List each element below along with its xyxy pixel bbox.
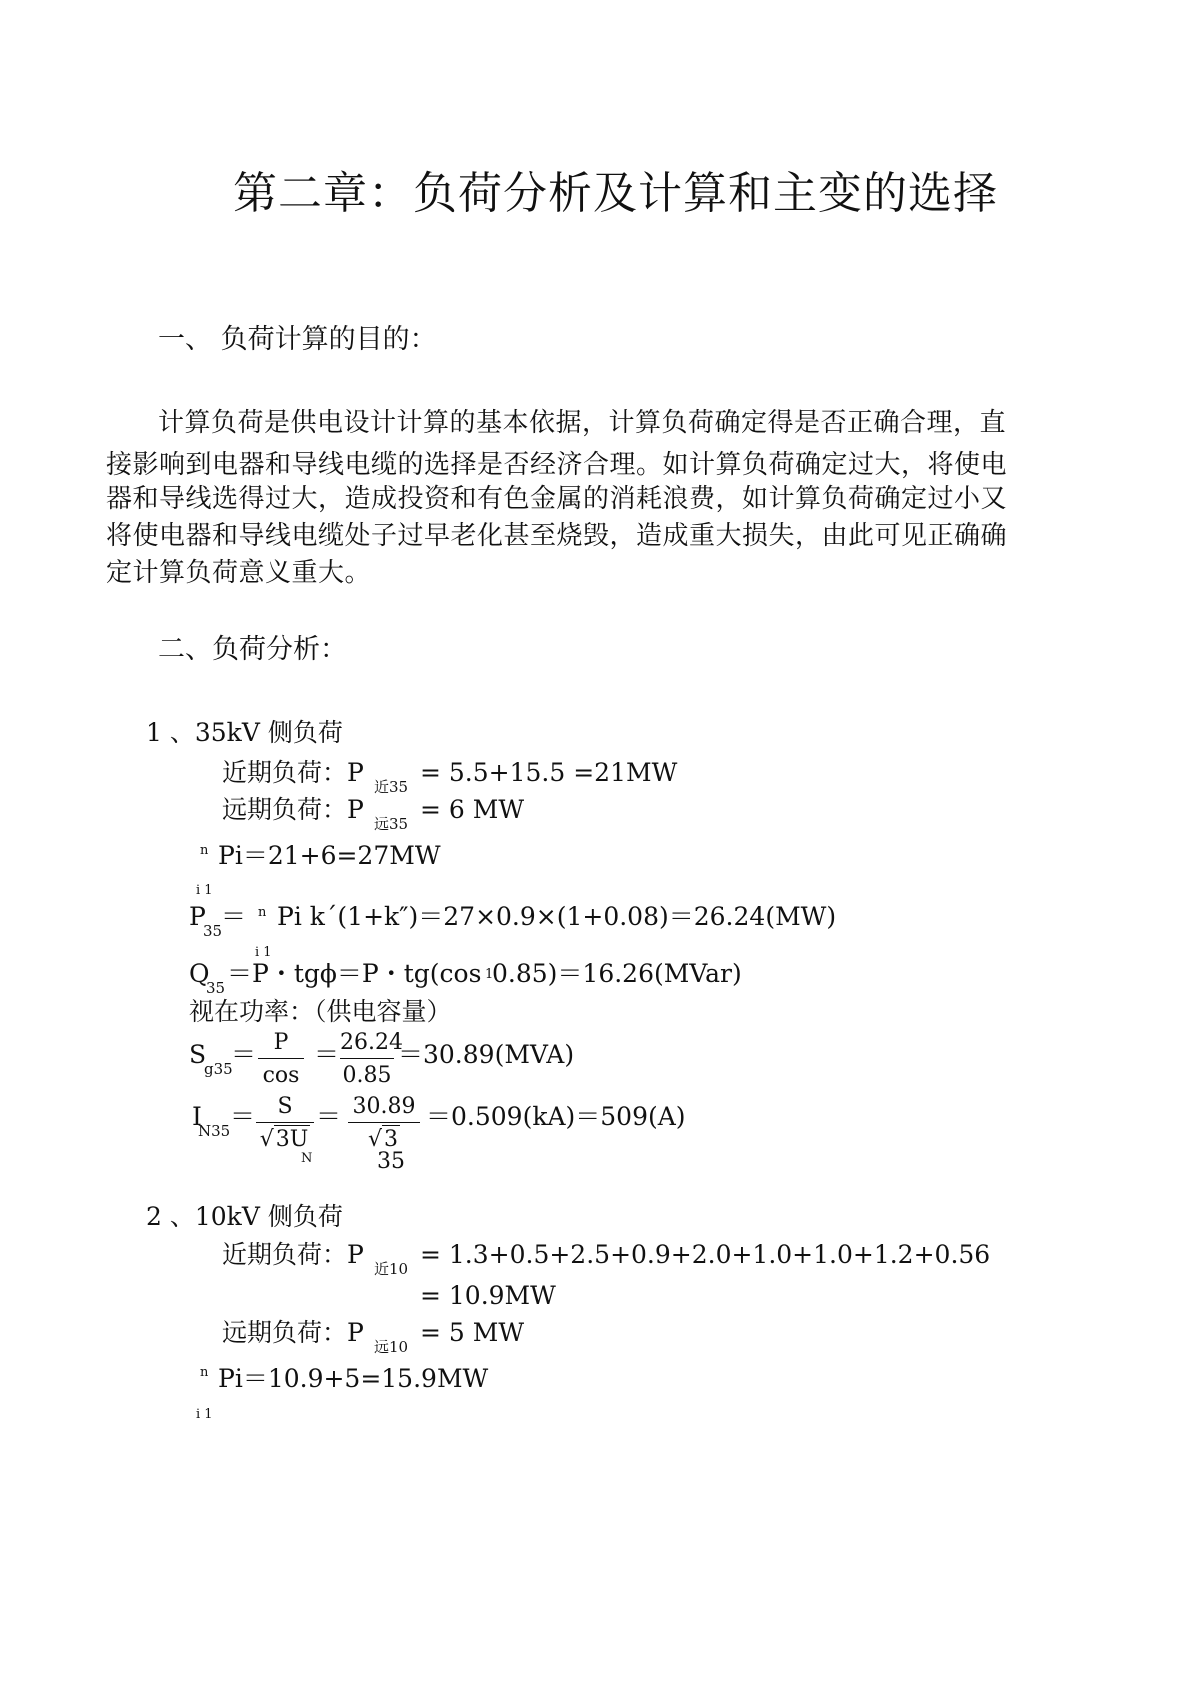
paragraph-line: 接影响到电器和导线电缆的选择是否经济合理。如计算负荷确定过大，将使电 <box>106 450 1008 480</box>
far-load-35-value: = 6 MW <box>420 795 525 824</box>
p35-expression: Pi k´(1+k″)＝27×0.9×(1+0.08)＝26.24(MW) <box>277 902 837 931</box>
paragraph-line: 定计算负荷意义重大。 <box>106 558 372 588</box>
sum-10-expression: Pi＝10.9+5=15.9MW <box>218 1364 489 1393</box>
sum-10-lower-limit: i 1 <box>196 1407 213 1422</box>
far-load-10-prefix: 远期负荷：P <box>222 1318 364 1347</box>
sg35-equals-2: ＝ <box>314 1040 340 1069</box>
sg35-subscript: g35 <box>204 1060 233 1078</box>
near-load-10-subscript: 近10 <box>374 1260 409 1278</box>
denominator-tail: 35 <box>377 1149 405 1174</box>
fraction-numerator: P <box>273 1030 289 1055</box>
apparent-power-label: 视在功率：（供电容量） <box>189 997 452 1026</box>
item-10kv-label: 2 、10kV 侧负荷 <box>146 1202 343 1231</box>
near-load-35-prefix: 近期负荷：P <box>222 758 364 787</box>
far-load-35-subscript: 远35 <box>374 815 409 833</box>
sqrt-icon: √ <box>367 1127 383 1152</box>
near-load-35-subscript: 近35 <box>374 778 409 796</box>
chapter-title: 第二章：负荷分析及计算和主变的选择 <box>233 168 998 219</box>
sum-10-upper-limit: n <box>200 1365 209 1380</box>
near-load-35-value: = 5.5+15.5 =21MW <box>420 758 678 787</box>
fraction-denominator: 0.85 <box>342 1063 392 1088</box>
in35-subscript: N35 <box>198 1122 231 1140</box>
q35-subscript: 35 <box>206 979 226 997</box>
in35-equals-2: ＝ <box>316 1102 342 1131</box>
sum-lower-limit: i 1 <box>196 883 213 898</box>
p35-equals: ＝ <box>221 902 247 931</box>
fraction-numerator: 30.89 <box>352 1094 416 1119</box>
item-35kv-label: 1 、35kV 侧负荷 <box>146 718 343 747</box>
section-heading-analysis: 二、负荷分析： <box>158 634 347 665</box>
fraction-numerator: S <box>277 1094 293 1119</box>
in35-un-subscript: N <box>301 1151 313 1166</box>
sum-35-expression: Pi＝21+6=27MW <box>218 841 441 870</box>
q35-expression-part2: 0.85)＝16.26(MVar) <box>492 959 742 988</box>
q35-symbol: Q <box>189 959 210 988</box>
fraction-denominator <box>348 1129 420 1173</box>
sg35-fraction-symbolic <box>258 1032 304 1087</box>
sum-upper-limit: n <box>200 843 209 858</box>
fraction-denominator: cos <box>262 1063 300 1088</box>
q35-expression-part1: ＝P・tgϕ＝P・tg(cos <box>227 959 482 988</box>
p35-sum-upper-limit: n <box>258 905 267 920</box>
in35-equals-1: ＝ <box>230 1102 256 1131</box>
fraction-bar <box>340 1058 394 1059</box>
radicand: 3U <box>275 1127 309 1152</box>
near-load-10-total: = 10.9MW <box>420 1281 556 1310</box>
radicand: 3 <box>384 1127 399 1152</box>
fraction-bar <box>258 1058 304 1059</box>
in35-fraction-numeric <box>348 1096 420 1173</box>
paragraph-line: 将使电器和导线电缆处子过早老化甚至烧毁，造成重大损失，由此可见正确确 <box>106 521 1008 551</box>
sg35-result: ＝30.89(MVA) <box>398 1040 575 1069</box>
in35-symbol: I <box>192 1102 202 1131</box>
far-load-10-value: = 5 MW <box>420 1318 525 1347</box>
fraction-denominator <box>256 1129 314 1151</box>
in35-result: ＝0.509(kA)＝509(A) <box>426 1102 686 1131</box>
fraction-bar <box>256 1122 314 1123</box>
far-load-35-prefix: 远期负荷：P <box>222 795 364 824</box>
paragraph-line: 计算负荷是供电设计计算的基本依据，计算负荷确定得是否正确合理，直 <box>158 408 1007 438</box>
p35-subscript: 35 <box>203 922 223 940</box>
p35-symbol: P <box>189 902 206 931</box>
paragraph-line: 器和导线选得过大，造成投资和有色金属的消耗浪费，如计算负荷确定过小又 <box>106 484 1008 514</box>
fraction-bar <box>348 1122 420 1123</box>
near-load-10-value: = 1.3+0.5+2.5+0.9+2.0+1.0+1.0+1.2+0.56 <box>420 1240 991 1269</box>
section-heading-purpose: 一、 负荷计算的目的： <box>158 324 437 355</box>
far-load-10-subscript: 远10 <box>374 1338 409 1356</box>
fraction-numerator: 26.24 <box>340 1030 403 1055</box>
p35-sum-lower-limit: i 1 <box>255 945 272 960</box>
sg35-equals-1: ＝ <box>231 1040 257 1069</box>
sg35-fraction-numeric <box>340 1030 403 1088</box>
sqrt-icon: √ <box>259 1127 274 1152</box>
in35-fraction-symbolic <box>256 1096 314 1151</box>
near-load-10-prefix: 近期负荷：P <box>222 1240 364 1269</box>
q35-inverse-exponent: 1 <box>485 967 494 982</box>
sg35-symbol: S <box>189 1040 207 1069</box>
